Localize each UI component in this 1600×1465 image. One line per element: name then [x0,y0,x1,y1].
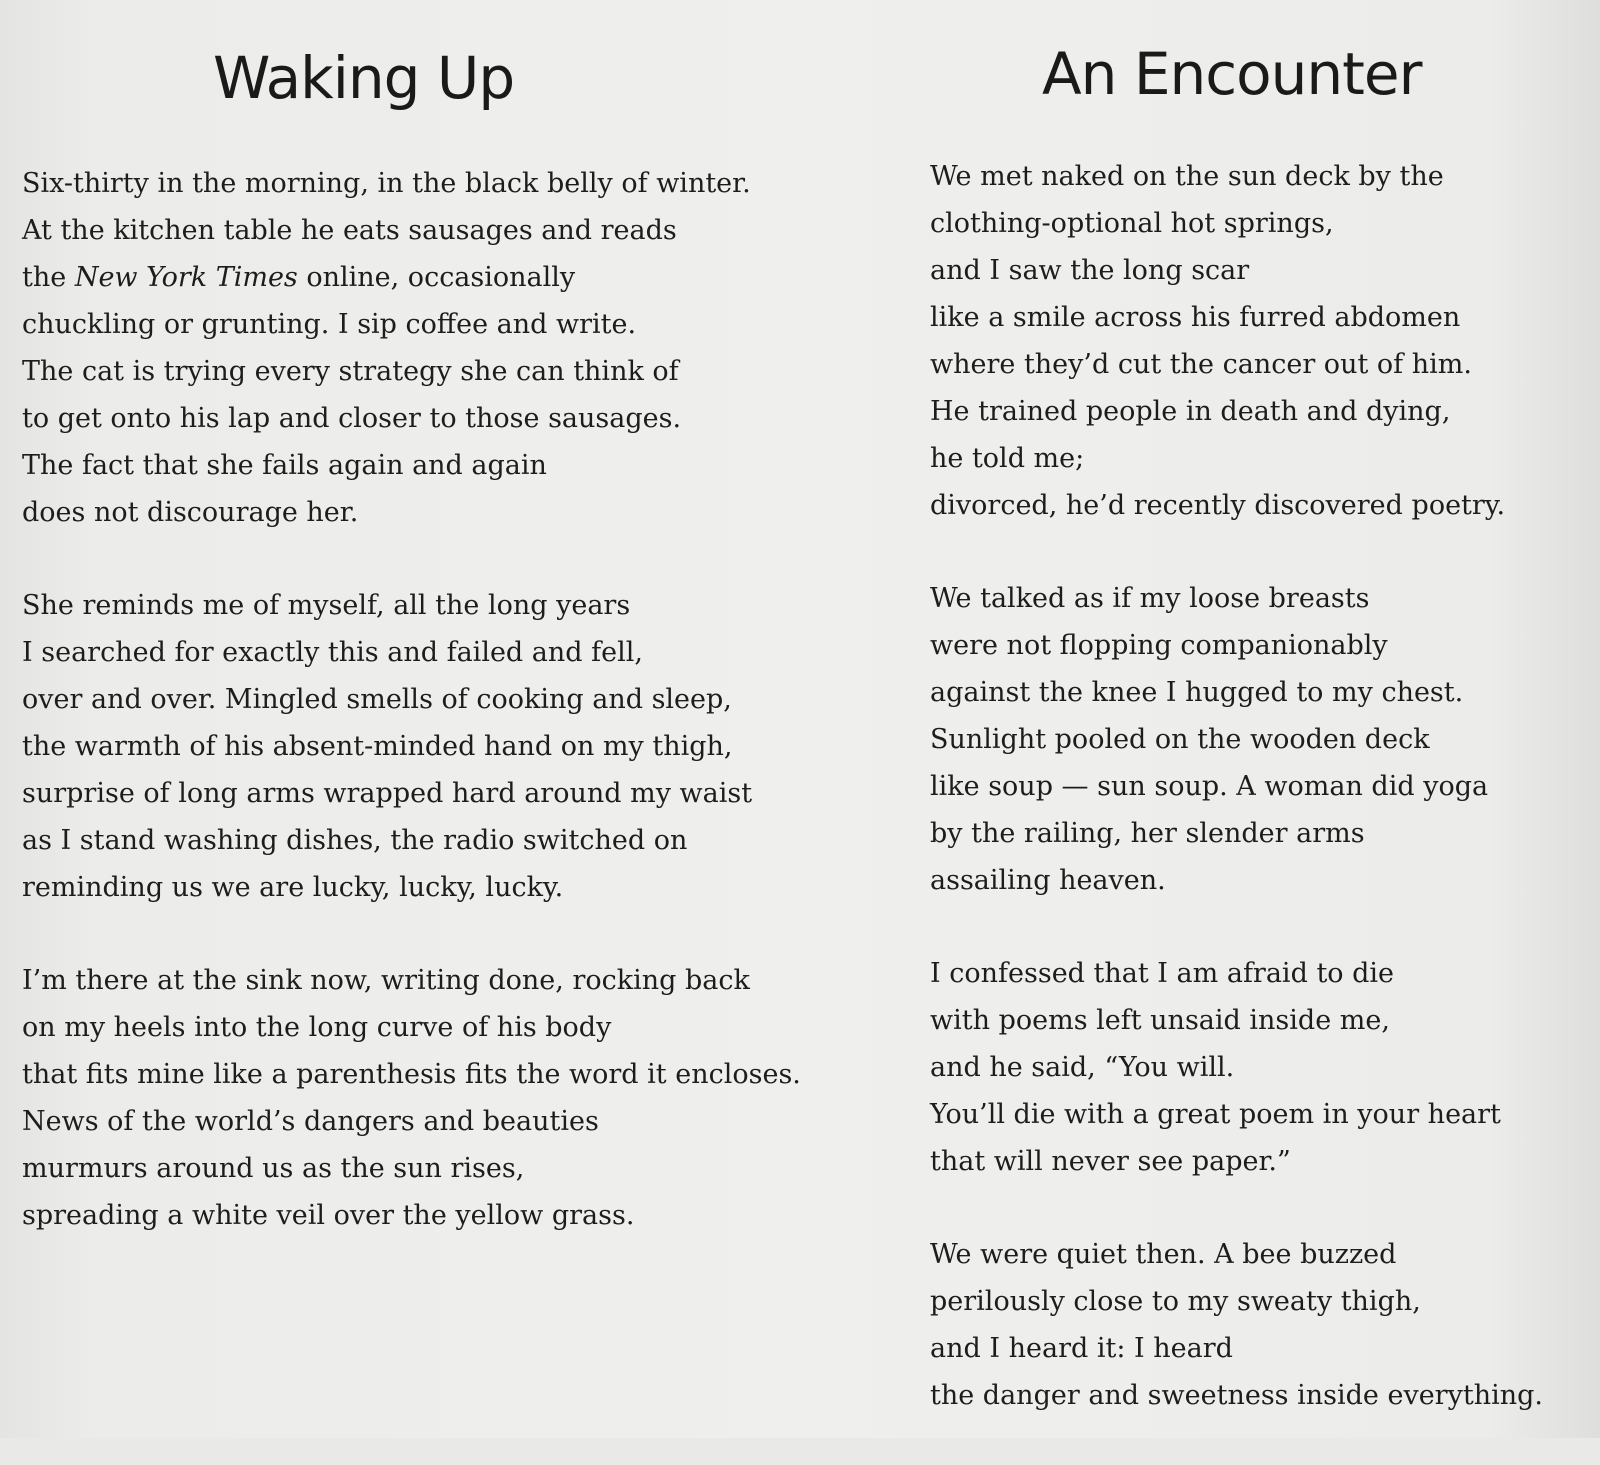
poem-line: chuckling or grunting. I sip coffee and write. [22,309,637,340]
poem-line: like soup — sun soup. A woman did yoga [930,771,1489,802]
poem-line: The cat is trying every strategy she can think of [22,356,679,387]
poem-title: An Encounter [1042,40,1422,108]
poem-line: I searched for exactly this and failed and fell, [22,637,643,668]
poem-line: murmurs around us as the sun rises, [22,1153,525,1184]
poem-line: on my heels into the long curve of his body [22,1012,612,1043]
stanza [930,153,1543,529]
poem-line: perilously close to my sweaty thigh, [930,1286,1421,1317]
poem-line: You’ll die with a great poem in your heart [930,1099,1501,1130]
poem-body [22,160,801,1285]
poem-line: that fits mine like a parenthesis fits the word it encloses. [22,1059,801,1090]
poem-line: I confessed that I am afraid to die [930,958,1395,989]
italic-title: New York Times [74,262,298,293]
stanza [930,950,1543,1185]
poem-line: reminding us we are lucky, lucky, lucky. [22,872,564,903]
poem-line: where they’d cut the cancer out of him. [930,349,1472,380]
poem-line: against the knee I hugged to my chest. [930,677,1464,708]
poem-line: Sunlight pooled on the wooden deck [930,724,1430,755]
poem-line: spreading a white veil over the yellow grass. [22,1200,635,1231]
poem-line: and I saw the long scar [930,255,1250,286]
poem-line: to get onto his lap and closer to those sausages. [22,403,682,434]
poem-line: She reminds me of myself, all the long years [22,590,631,621]
poem-line: does not discourage her. [22,497,359,528]
poem-line: and I heard it: I heard [930,1333,1233,1364]
line-text: the [22,262,75,293]
poem-line: clothing-optional hot springs, [930,208,1334,239]
poem-line: the warmth of his absent-minded hand on my thigh, [22,731,733,762]
poem-line: that will never see paper.” [930,1146,1291,1177]
poem-line: We were quiet then. A bee buzzed [930,1239,1397,1270]
stanza [930,1231,1543,1419]
poem-line: divorced, he’d recently discovered poetry. [930,490,1506,521]
poem-line: over and over. Mingled smells of cooking and sleep, [22,684,732,715]
poem-line: Six-thirty in the morning, in the black belly of winter. [22,168,751,199]
stanza [930,575,1543,904]
stanza [22,582,801,911]
stanza [22,160,801,536]
poem-line: surprise of long arms wrapped hard around my waist [22,778,753,809]
poem-line: with poems left unsaid inside me, [930,1005,1390,1036]
poem-line: He trained people in death and dying, [930,396,1451,427]
poem-line: were not flopping companionably [930,630,1388,661]
poem-line: News of the world’s dangers and beauties [22,1106,599,1137]
poem-line: We talked as if my loose breasts [930,583,1370,614]
poem-title: Waking Up [213,44,515,112]
poem-line: assailing heaven. [930,865,1166,896]
line-text: online, occasionally [297,262,576,293]
poem-line: The fact that she fails again and again [22,450,547,481]
poem-line: the danger and sweetness inside everything. [930,1380,1543,1411]
poem-line [22,254,801,301]
poem-line: At the kitchen table he eats sausages and reads [22,215,677,246]
poem-line: as I stand washing dishes, the radio switched on [22,825,688,856]
poem-line: by the railing, her slender arms [930,818,1365,849]
poem-line: like a smile across his furred abdomen [930,302,1461,333]
poem-line: he told me; [930,443,1085,474]
poem-body [930,153,1543,1465]
poem-line: We met naked on the sun deck by the [930,161,1444,192]
poem-line: I’m there at the sink now, writing done, rocking back [22,965,750,996]
stanza [22,957,801,1239]
poem-line: and he said, “You will. [930,1052,1235,1083]
